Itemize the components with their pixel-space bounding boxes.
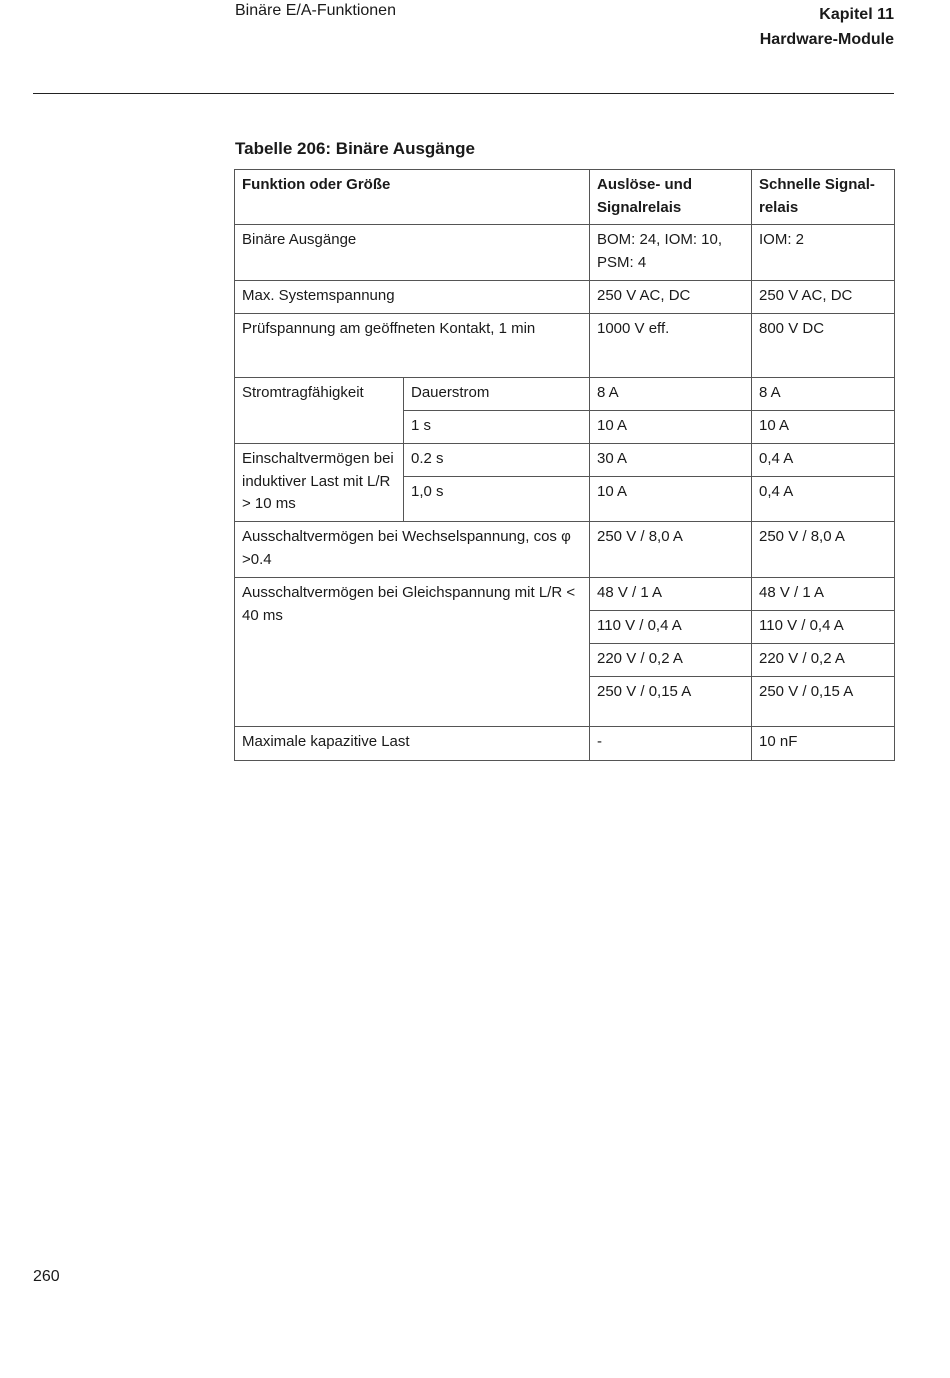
running-header-section: Binäre E/A-Funktionen — [235, 2, 396, 19]
cell-trip: 250 V / 8,0 A — [590, 522, 752, 578]
row-label: Max. Systemspannung — [235, 281, 590, 314]
table-row — [235, 522, 895, 578]
cell-trip: 250 V AC, DC — [590, 281, 752, 314]
row-label: Maximale kapazitive Last — [235, 727, 590, 761]
binary-outputs-table — [234, 169, 895, 761]
sub-label: 1 s — [404, 411, 590, 444]
table-row — [235, 578, 895, 611]
header-rule — [33, 93, 894, 94]
cell-trip: 1000 V eff. — [590, 314, 752, 378]
cell-trip: BOM: 24, IOM: 10, PSM: 4 — [590, 225, 752, 281]
table-row — [235, 378, 895, 411]
cell-fast: 10 nF — [752, 727, 895, 761]
row-label: Binäre Ausgänge — [235, 225, 590, 281]
cell-trip: 10 A — [590, 411, 752, 444]
table-row — [235, 444, 895, 477]
running-header-chapter — [760, 2, 894, 52]
row-label: Ausschaltvermögen bei Wechselspannung, cos φ >0.4 — [235, 522, 590, 578]
cell-fast: 800 V DC — [752, 314, 895, 378]
group-label-making: Einschaltvermögen bei induktiver Last mit L/R > 10 ms — [235, 444, 404, 522]
cell-fast: 48 V / 1 A — [752, 578, 895, 611]
cell-trip: 8 A — [590, 378, 752, 411]
table-row — [235, 314, 895, 378]
group-label-breaking-dc: Ausschaltvermögen bei Gleichspannung mit L/R < 40 ms — [235, 578, 590, 727]
chapter-number: Kapitel 11 — [819, 6, 894, 23]
table-row — [235, 281, 895, 314]
row-label: Prüfspannung am geöffneten Kontakt, 1 min — [235, 314, 590, 378]
table-row — [235, 225, 895, 281]
table-header-row — [235, 170, 895, 225]
cell-fast: 10 A — [752, 411, 895, 444]
page-number: 260 — [33, 1268, 60, 1285]
table-caption: Tabelle 206: Binäre Ausgänge — [235, 139, 475, 158]
cell-trip: 10 A — [590, 477, 752, 522]
cell-trip: 30 A — [590, 444, 752, 477]
chapter-title: Hardware-Module — [759, 31, 894, 48]
col-header-fast-relay: Schnelle Signal-relais — [752, 170, 895, 225]
group-label-carrying: Stromtragfähigkeit — [235, 378, 404, 444]
cell-fast: IOM: 2 — [752, 225, 895, 281]
cell-fast: 220 V / 0,2 A — [752, 644, 895, 677]
sub-label: 1,0 s — [404, 477, 590, 522]
sub-label: Dauerstrom — [404, 378, 590, 411]
cell-trip: 110 V / 0,4 A — [590, 611, 752, 644]
cell-fast: 110 V / 0,4 A — [752, 611, 895, 644]
cell-fast: 8 A — [752, 378, 895, 411]
cell-trip: - — [590, 727, 752, 761]
cell-fast: 0,4 A — [752, 477, 895, 522]
cell-fast: 0,4 A — [752, 444, 895, 477]
col-header-function: Funktion oder Größe — [235, 170, 590, 225]
cell-fast: 250 V AC, DC — [752, 281, 895, 314]
cell-fast: 250 V / 0,15 A — [752, 677, 895, 727]
cell-trip: 250 V / 0,15 A — [590, 677, 752, 727]
cell-trip: 220 V / 0,2 A — [590, 644, 752, 677]
table-row — [235, 727, 895, 761]
cell-trip: 48 V / 1 A — [590, 578, 752, 611]
sub-label: 0.2 s — [404, 444, 590, 477]
cell-fast: 250 V / 8,0 A — [752, 522, 895, 578]
col-header-trip-relay: Auslöse- und Signalrelais — [590, 170, 752, 225]
